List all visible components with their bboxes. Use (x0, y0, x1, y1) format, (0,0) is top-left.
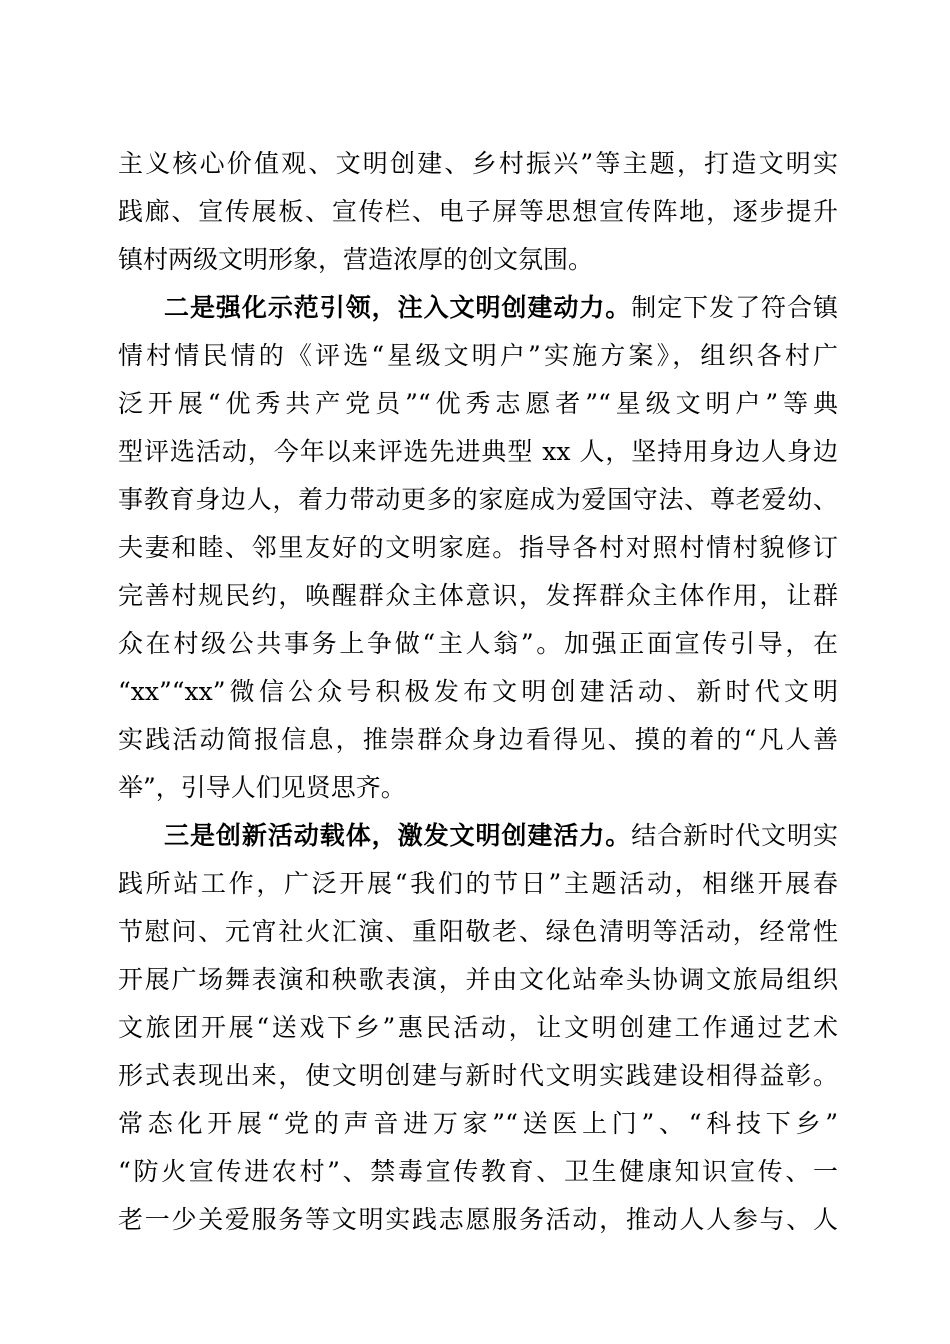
text-line-16: 践所站工作，广泛开展“我们的节日”主题活动，相继开展春 (118, 869, 838, 898)
text-line-8: 事教育身边人，着力带动更多的家庭成为爱国守法、尊老爱幼、 (118, 485, 838, 514)
text-line-12: “xx”“xx”微信公众号积极发布文明创建活动、新时代文明 (118, 677, 838, 706)
text-line-21: 常态化开展“党的声音进万家”“送医上门”、“科技下乡” (118, 1109, 838, 1138)
text-line-2: 践廊、宣传展板、宣传栏、电子屏等思想宣传阵地，逐步提升 (118, 197, 838, 226)
text-line-17: 节慰问、元宵社火汇演、重阳敬老、绿色清明等活动，经常性 (118, 917, 838, 946)
text-line-10: 完善村规民约，唤醒群众主体意识，发挥群众主体作用，让群 (118, 581, 838, 610)
text-line-14: 举”，引导人们见贤思齐。 (118, 773, 406, 802)
text-line-20: 形式表现出来，使文明创建与新时代文明实践建设相得益彰。 (118, 1061, 838, 1090)
text-line-18: 开展广场舞表演和秧歌表演，并由文化站牵头协调文旅局组织 (118, 965, 838, 994)
paragraph-3-lead-text: 结合新时代文明实 (631, 821, 838, 850)
text-line-13: 实践活动简报信息，推崇群众身边看得见、摸的着的“凡人善 (118, 725, 838, 754)
paragraph-2-heading: 二是强化示范引领，注入文明创建动力。 (164, 293, 632, 322)
paragraph-3-first-line (118, 812, 838, 860)
text-line-3: 镇村两级文明形象，营造浓厚的创文氛围。 (118, 245, 594, 274)
document-body (118, 140, 838, 1244)
text-line-9: 夫妻和睦、邻里友好的文明家庭。指导各村对照村情村貌修订 (118, 533, 838, 562)
paragraph-2-first-line (118, 284, 838, 332)
text-line-6: 泛开展“优秀共产党员”“优秀志愿者”“星级文明户”等典 (118, 389, 838, 418)
text-line-22: “防火宣传进农村”、禁毒宣传教育、卫生健康知识宣传、一 (118, 1157, 838, 1186)
text-line-23: 老一少关爱服务等文明实践志愿服务活动，推动人人参与、人 (118, 1205, 838, 1234)
paragraph-2-lead-text: 制定下发了符合镇 (631, 293, 838, 322)
text-line-19: 文旅团开展“送戏下乡”惠民活动，让文明创建工作通过艺术 (118, 1013, 838, 1042)
text-line-7: 型评选活动，今年以来评选先进典型 xx 人，坚持用身边人身边 (118, 437, 838, 466)
paragraph-3-heading: 三是创新活动载体，激发文明创建活力。 (164, 821, 632, 850)
text-line-1: 主义核心价值观、文明创建、乡村振兴”等主题，打造文明实 (118, 149, 838, 178)
text-line-5: 情村情民情的《评选“星级文明户”实施方案》，组织各村广 (118, 341, 838, 370)
text-line-11: 众在村级公共事务上争做“主人翁”。加强正面宣传引导，在 (118, 629, 838, 658)
